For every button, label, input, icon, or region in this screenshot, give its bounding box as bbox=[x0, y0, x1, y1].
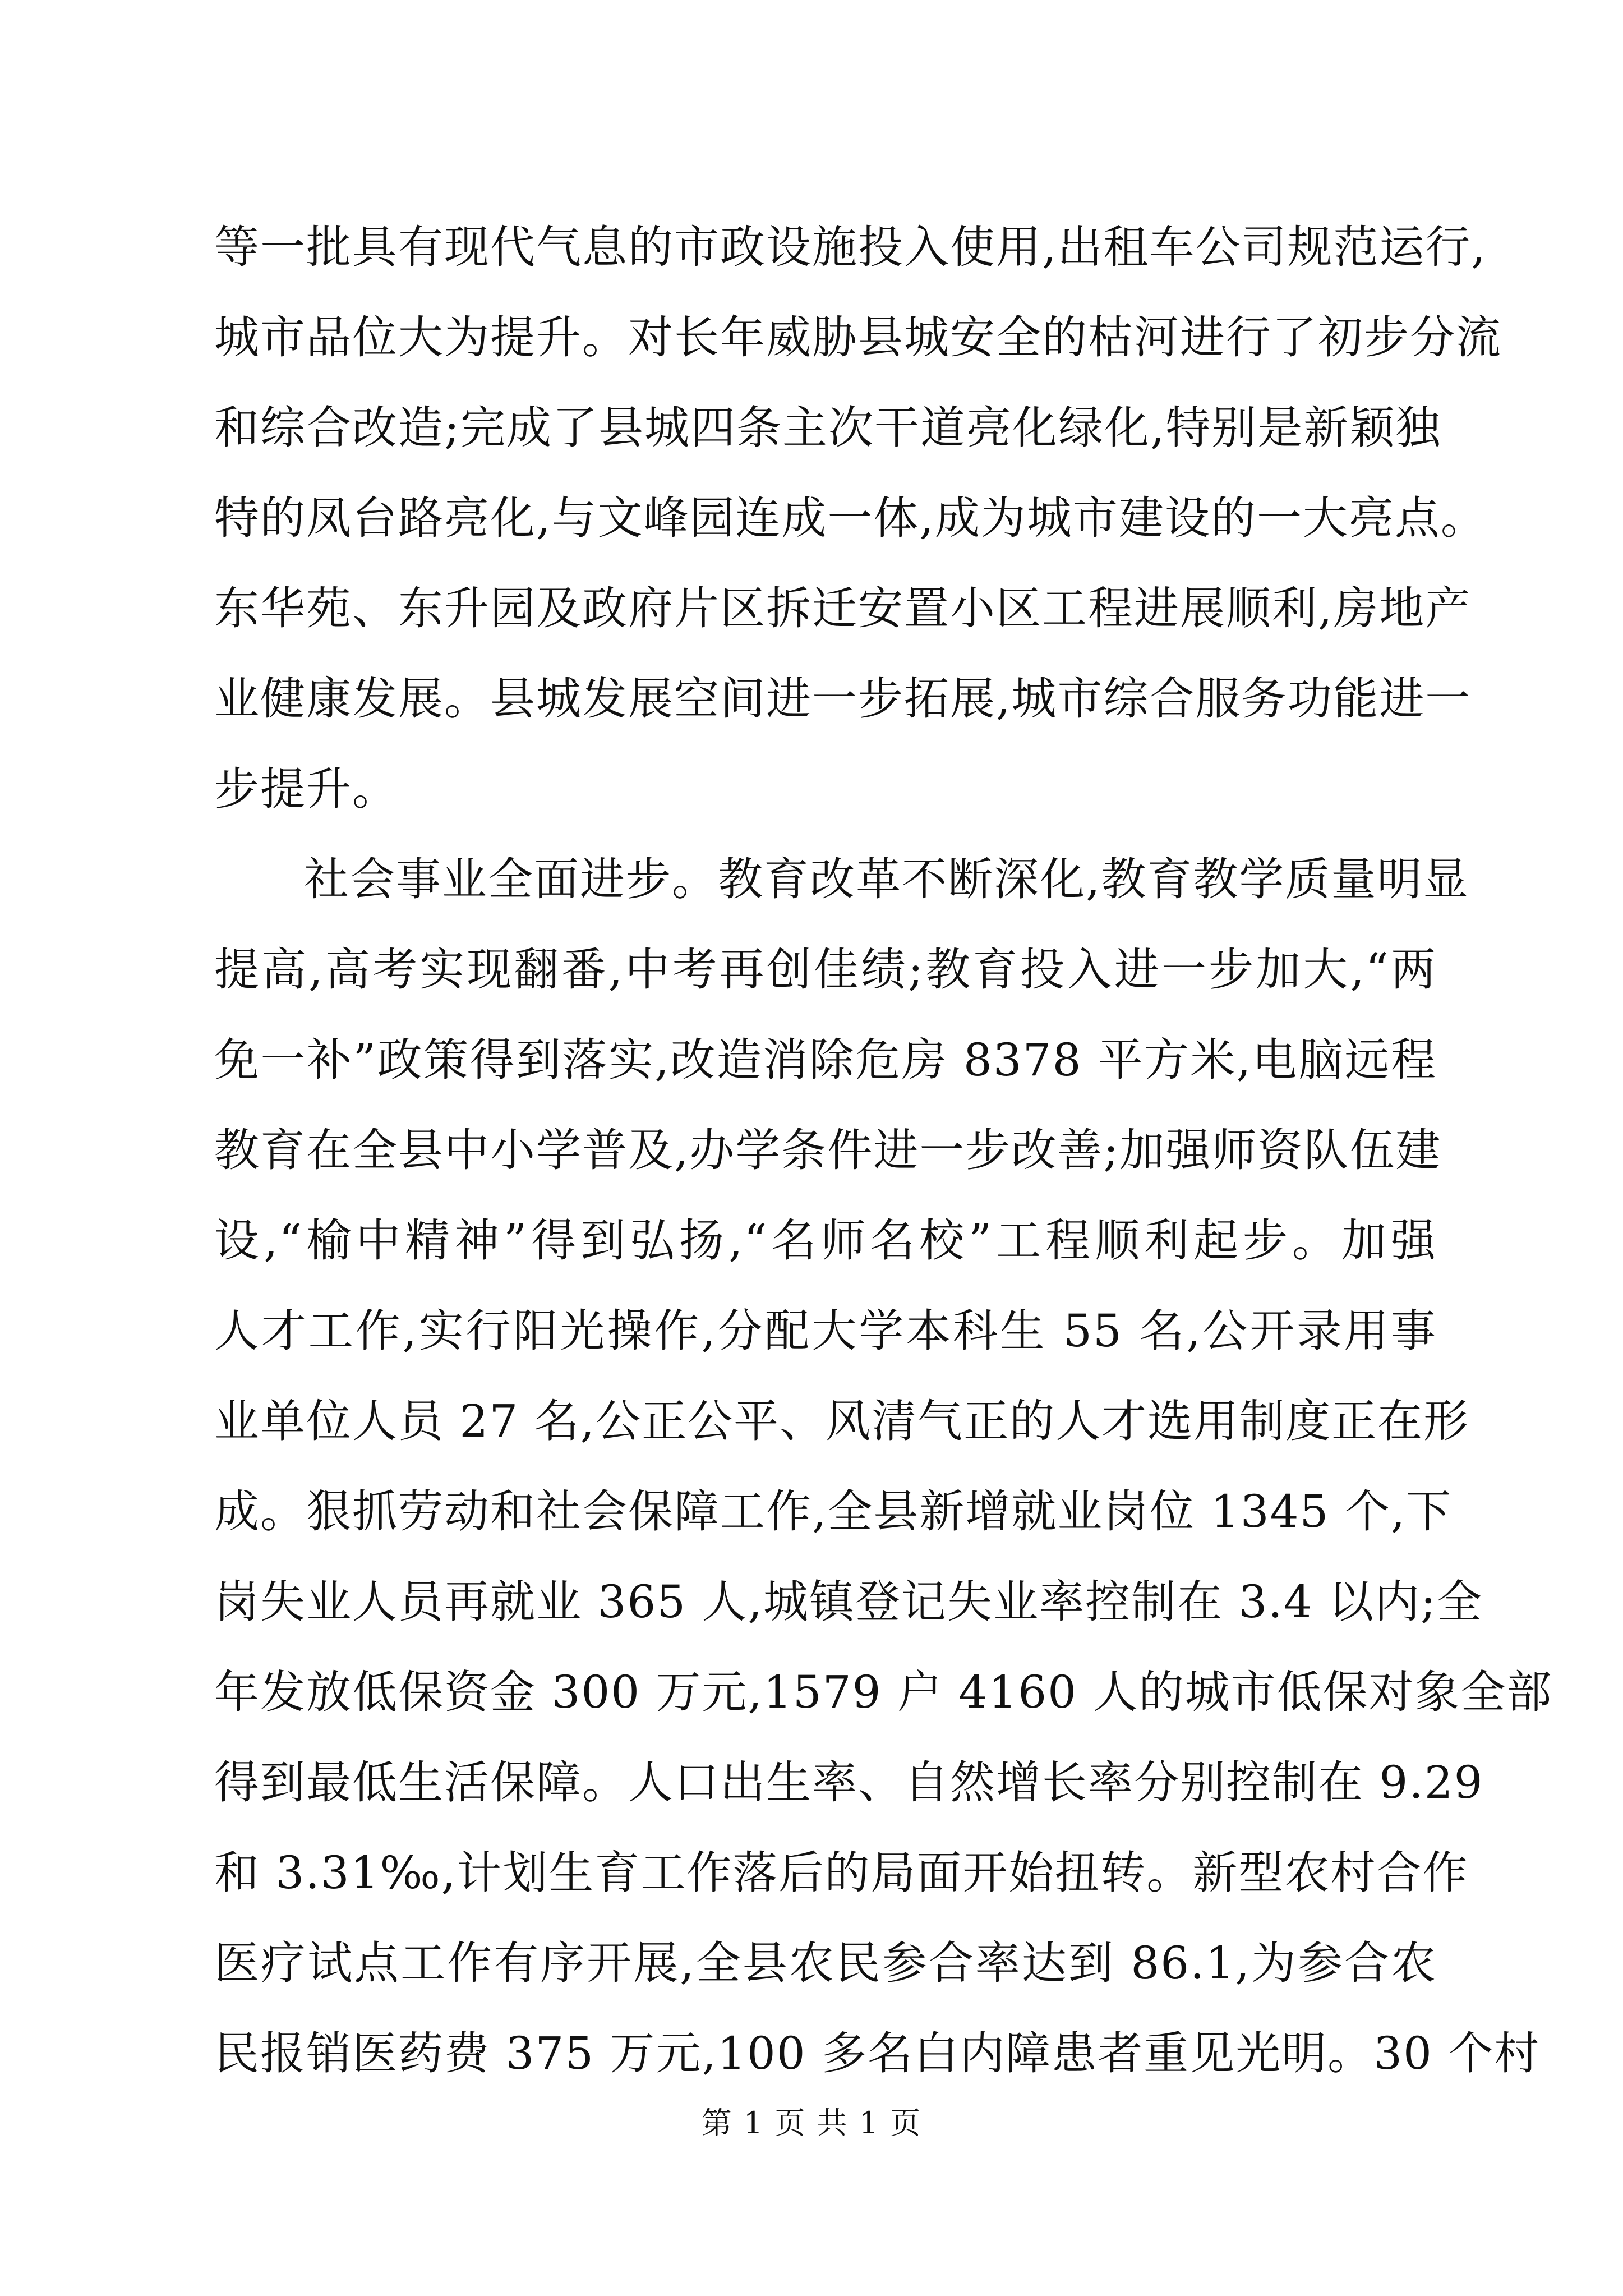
text-line: 年发放低保资金 300 万元,1579 户 4160 人的城市低保对象全部 bbox=[214, 1666, 1553, 1718]
text-line: 业健康发展。县城发展空间进一步拓展,城市综合服务功能进一 bbox=[214, 673, 1472, 725]
text-line: 成。狠抓劳动和社会保障工作,全县新增就业岗位 1345 个,下 bbox=[214, 1485, 1453, 1538]
text-line: 提高,高考实现翻番,中考再创佳绩;教育投入进一步加大,“两 bbox=[214, 944, 1437, 996]
document-body bbox=[214, 202, 1553, 2099]
page-number-label: 第 1 页 共 1 页 bbox=[701, 2105, 922, 2141]
text-line: 城市品位大为提升。对长年威胁县城安全的枯河进行了初步分流 bbox=[214, 311, 1502, 364]
text-line: 特的凤台路亮化,与文峰园连成一体,成为城市建设的一大亮点。 bbox=[214, 492, 1487, 544]
text-line: 业单位人员 27 名,公正公平、风清气正的人才选用制度正在形 bbox=[214, 1395, 1470, 1447]
text-line: 教育在全县中小学普及,办学条件进一步改善;加强师资队伍建 bbox=[214, 1124, 1442, 1176]
page-footer bbox=[0, 2101, 1623, 2146]
text-line: 免一补”政策得到落实,改造消除危房 8378 平方米,电脑远程 bbox=[214, 1034, 1437, 1086]
paragraph-first-line: 社会事业全面进步。教育改革不断深化,教育教学质量明显 bbox=[304, 853, 1469, 905]
text-line: 设,“榆中精神”得到弘扬,“名师名校”工程顺利起步。加强 bbox=[214, 1214, 1437, 1267]
text-line: 医疗试点工作有序开展,全县农民参合率达到 86.1,为参合农 bbox=[214, 1937, 1437, 1989]
text-line: 等一批具有现代气息的市政设施投入使用,出租车公司规范运行, bbox=[214, 221, 1487, 273]
text-line: 和综合改造;完成了县城四条主次干道亮化绿化,特别是新颖独 bbox=[214, 402, 1442, 454]
text-line: 和 3.31‰,计划生育工作落后的局面开始扭转。新型农村合作 bbox=[214, 1847, 1469, 1899]
text-line: 人才工作,实行阳光操作,分配大学本科生 55 名,公开录用事 bbox=[214, 1305, 1437, 1357]
text-line: 岗失业人员再就业 365 人,城镇登记失业率控制在 3.4 以内;全 bbox=[214, 1576, 1483, 1628]
text-line: 步提升。 bbox=[214, 763, 398, 815]
text-line: 得到最低生活保障。人口出生率、自然增长率分别控制在 9.29 bbox=[214, 1756, 1484, 1809]
text-line: 东华苑、东升园及政府片区拆迁安置小区工程进展顺利,房地产 bbox=[214, 582, 1472, 634]
text-line: 民报销医药费 375 万元,100 多名白内障患者重见光明。30 个村 bbox=[214, 2027, 1541, 2079]
